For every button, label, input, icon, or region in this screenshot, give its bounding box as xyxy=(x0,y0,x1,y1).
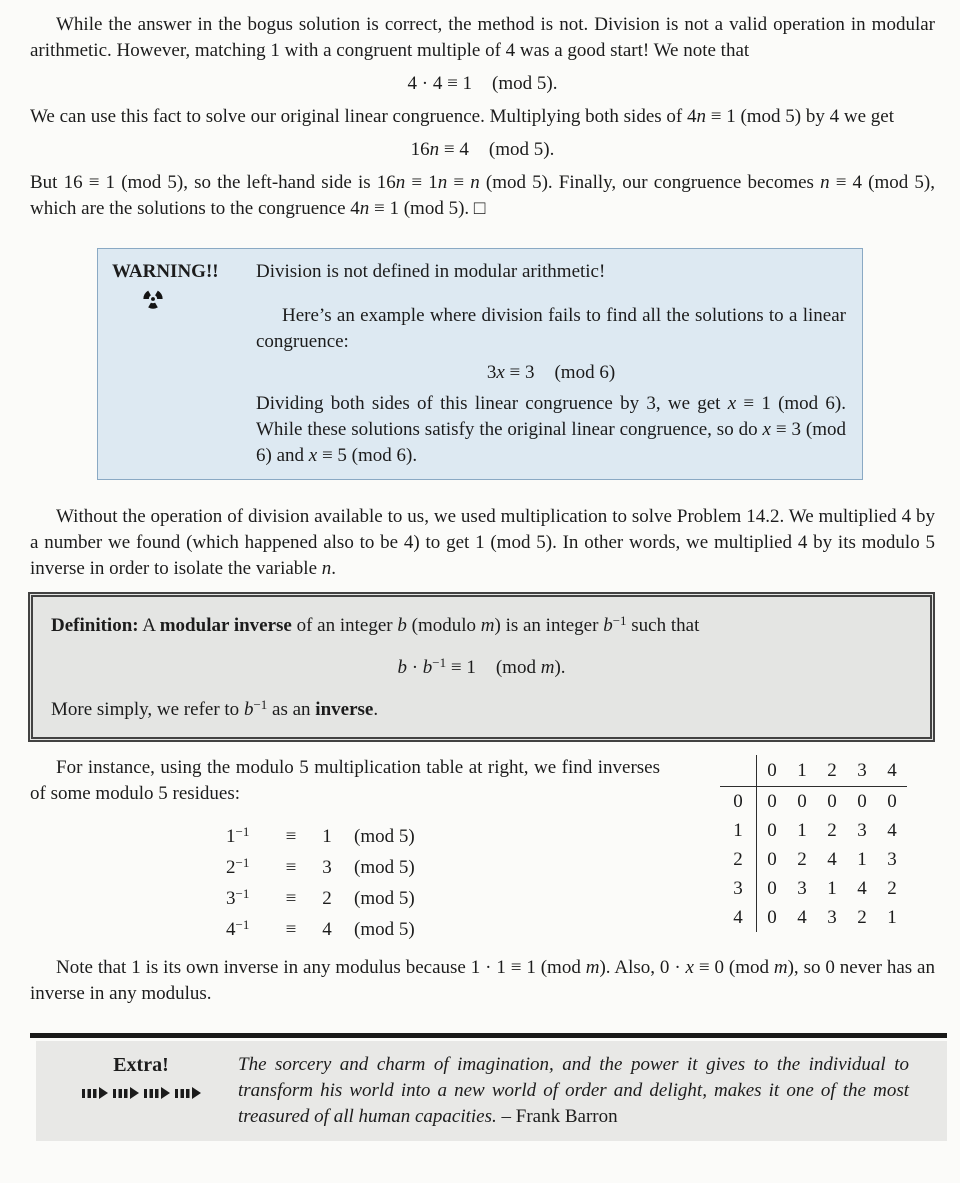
table-header-row xyxy=(720,755,907,787)
warning-statement: Division is not defined in modular arithmetic! xyxy=(256,261,606,282)
inverse-row: $4^{-1}$ ≡ 4 (mod 5) xyxy=(226,917,415,940)
extra-label-column xyxy=(56,1052,226,1130)
table-cell: 4 xyxy=(857,877,867,899)
definition-statement: Definition: A modular inverse of an integer b (modulo m) is an integer $b^{-1}$ such that xyxy=(51,613,700,636)
arrow-icon xyxy=(175,1087,201,1099)
arrow-icon xyxy=(82,1087,108,1099)
table-row-label: 2 xyxy=(720,845,757,874)
equation-16n: 16n ≡ 4 (mod 5). xyxy=(410,139,555,160)
table-cell: 0 xyxy=(857,790,867,812)
table-cell: 0 xyxy=(797,790,807,812)
definition-label: Definition: xyxy=(51,615,139,636)
mod5-multiplication-table xyxy=(720,755,907,932)
table-row-label: 0 xyxy=(720,787,757,817)
table-cell: 1 xyxy=(857,848,867,870)
table-cell: 2 xyxy=(887,877,897,899)
table-cell: 0 xyxy=(767,819,777,841)
table-cell: 1 xyxy=(827,877,837,899)
table-cell: 1 xyxy=(797,819,807,841)
definition-box xyxy=(28,592,935,742)
warning-box xyxy=(97,248,863,480)
warning-label-column xyxy=(112,259,256,469)
section-divider-rule xyxy=(30,1033,947,1038)
table-cell: 4 xyxy=(827,848,837,870)
paragraph-for-instance: For instance, using the modulo 5 multiplication table at right, we find inverses of some modulo 5 residues: xyxy=(30,757,660,804)
table-header-cell: 0 xyxy=(757,755,788,787)
extra-label: Extra! xyxy=(113,1054,169,1076)
table-cell: 4 xyxy=(797,906,807,928)
table-cell: 4 xyxy=(887,819,897,841)
table-row xyxy=(720,874,907,903)
table-cell: 3 xyxy=(887,848,897,870)
multiplication-table-column xyxy=(720,755,935,932)
table-row xyxy=(720,816,907,845)
paragraph-note-inverse: Note that 1 is its own inverse in any modulus because 1 · 1 ≡ 1 (mod m). Also, 0 · x ≡ 0 (mod m), so 0 never has an inverse in any modulus. xyxy=(30,957,935,1004)
radiation-icon xyxy=(142,288,164,310)
equation-4-times-4: 4 · 4 ≡ 1 (mod 5). xyxy=(407,73,558,94)
inverses-column xyxy=(30,755,660,945)
table-corner-cell xyxy=(720,755,757,787)
extra-attribution: – Frank Barron xyxy=(496,1106,618,1127)
paragraph-congruence-solution: But 16 ≡ 1 (mod 5), so the left-hand side is 16n ≡ 1n ≡ n (mod 5). Finally, our congruence becomes n ≡ 4 (mod 5), which are the solutions to the congruence 4n ≡ 1 (mod 5). □ xyxy=(30,172,935,219)
table-cell: 3 xyxy=(797,877,807,899)
paragraph-bogus-solution: While the answer in the bogus solution is correct, the method is not. Division is not a valid operation in modular arithmetic. However, matching 1 with a congruent multiple of 4 was a good start! We note that xyxy=(30,14,935,61)
paragraph-use-fact: We can use this fact to solve our original linear congruence. Multiplying both sides of 4n ≡ 1 (mod 5) by 4 we get xyxy=(30,106,894,127)
extra-quote: The sorcery and charm of imagination, and the power it gives to the individual to transform his world into a new world of order and delight, makes it one of the most treasured of all human capacities. – Frank Barron xyxy=(238,1054,909,1127)
inverse-row: $3^{-1}$ ≡ 2 (mod 5) xyxy=(226,886,415,909)
warning-equation: 3x ≡ 3 (mod 6) xyxy=(486,362,616,383)
definition-equation: $b \cdot b^{-1} \equiv 1$ (mod m). xyxy=(397,655,566,678)
warning-label: WARNING!! xyxy=(112,261,219,282)
table-row xyxy=(720,845,907,874)
paragraph-without-division: Without the operation of division available to us, we used multiplication to solve Problem 14.2. We multiplied 4 by a number we found (which happened also to be 4) to get 1 (mod 5). In other words, we multiplied 4 by its modulo 5 inverse in order to isolate the variable n. xyxy=(30,506,935,579)
table-row xyxy=(720,787,907,817)
extra-arrows xyxy=(56,1087,226,1099)
table-cell: 2 xyxy=(857,906,867,928)
table-cell: 0 xyxy=(827,790,837,812)
table-row-label: 3 xyxy=(720,874,757,903)
warning-content xyxy=(256,259,846,469)
inverse-row: $2^{-1}$ ≡ 3 (mod 5) xyxy=(226,855,415,878)
definition-note: More simply, we refer to $b^{-1}$ as an inverse. xyxy=(51,697,379,720)
table-header-cell: 3 xyxy=(847,755,877,787)
warning-example-body: Dividing both sides of this linear congruence by 3, we get x ≡ 1 (mod 6). While these solutions satisfy the original linear congruence, so do x ≡ 3 (mod 6) and x ≡ 5 (mod 6). xyxy=(256,393,847,466)
extra-box xyxy=(36,1041,947,1141)
table-cell: 3 xyxy=(827,906,837,928)
table-cell: 1 xyxy=(887,906,897,928)
table-row-label: 4 xyxy=(720,903,757,932)
table-cell: 0 xyxy=(767,848,777,870)
inverses-section xyxy=(30,755,935,945)
table-header-cell: 2 xyxy=(817,755,847,787)
table-header-cell: 4 xyxy=(877,755,907,787)
inverse-row: $1^{-1}$ ≡ 1 (mod 5) xyxy=(226,824,415,847)
arrow-icon xyxy=(144,1087,170,1099)
table-cell: 0 xyxy=(767,790,777,812)
table-cell: 3 xyxy=(857,819,867,841)
table-row-label: 1 xyxy=(720,816,757,845)
inverse-list xyxy=(226,821,660,945)
table-cell: 2 xyxy=(827,819,837,841)
table-cell: 0 xyxy=(767,906,777,928)
table-cell: 0 xyxy=(887,790,897,812)
arrow-icon xyxy=(113,1087,139,1099)
table-cell: 0 xyxy=(767,877,777,899)
table-header-cell: 1 xyxy=(787,755,817,787)
table-row xyxy=(720,903,907,932)
table-cell: 2 xyxy=(797,848,807,870)
warning-example-intro: Here’s an example where division fails to find all the solutions to a linear congruence: xyxy=(256,305,846,352)
